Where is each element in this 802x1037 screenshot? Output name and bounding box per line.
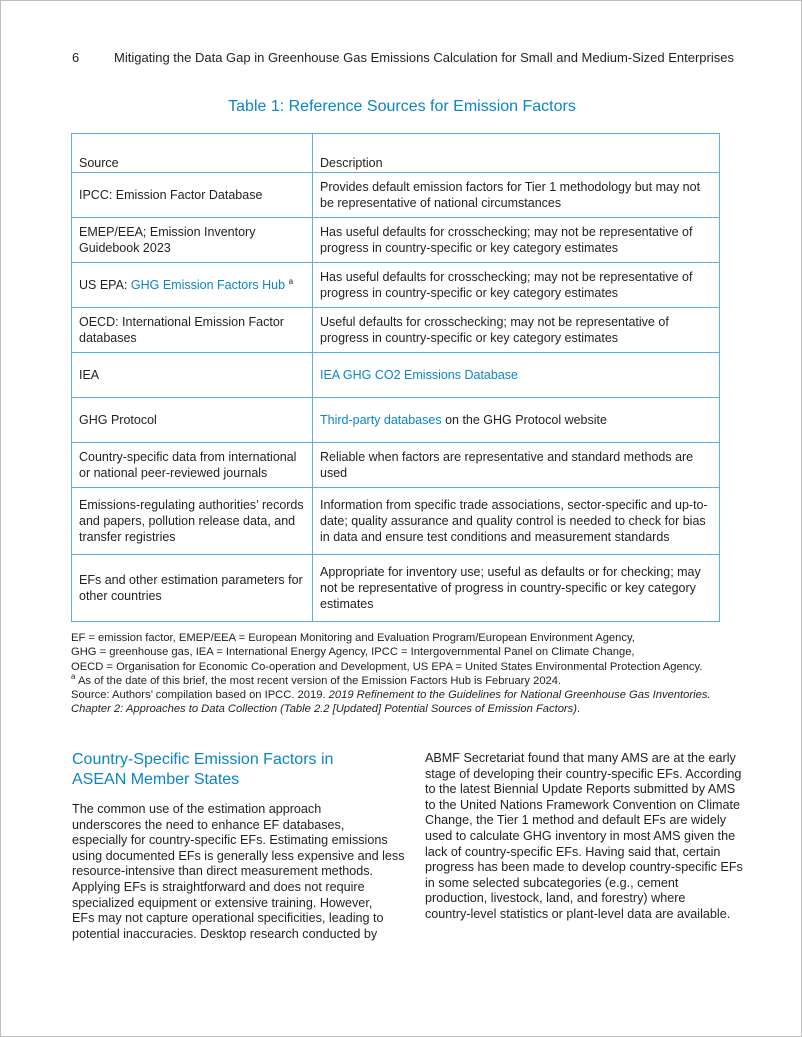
body-column-left: [72, 802, 405, 942]
abbreviations-line: GHG = greenhouse gas, IEA = International Energy Agency, IPCC = Intergovernmental Panel on Climate Change,: [71, 646, 635, 659]
source-note-end: .: [576, 703, 581, 716]
source-cell: IPCC: Emission Factor Database: [72, 173, 313, 218]
footnote-marker: a: [71, 671, 76, 681]
body-line: stage of developing their country-specific EFs. According: [425, 766, 742, 781]
page-number: 6: [72, 50, 80, 65]
body-line: potential inaccuracies. Desktop research conducted by: [72, 926, 378, 941]
abbreviations-line: OECD = Organisation for Economic Co-operation and Development, US EPA = United States Environmental Protection Agency.: [71, 660, 703, 673]
source-prefix: US EPA:: [79, 278, 131, 292]
body-line: Applying EFs is straightforward and does not require: [72, 879, 365, 894]
body-line: production, livestock, land, and forestry) where: [425, 891, 686, 906]
body-line: Change, the Tier 1 method and default EFs are widely: [425, 813, 727, 828]
table-row: [72, 173, 720, 218]
iea-database-link[interactable]: IEA GHG CO2 Emissions Database: [320, 368, 518, 382]
body-line: country-level statistics or plant-level data are available.: [425, 906, 731, 921]
abbreviations-line: EF = emission factor, EMEP/EEA = European Monitoring and Evaluation Program/European Environment Agency,: [71, 632, 635, 644]
body-line: using documented EFs is generally less expensive and less: [72, 848, 405, 863]
table-row: [72, 353, 720, 398]
section-heading-line: Country-Specific Emission Factors in: [72, 751, 334, 768]
source-note-prefix: Source: Authors’ compilation based on IPCC. 2019.: [71, 689, 329, 702]
source-note-chapter: Chapter 2: Approaches to Data Collection (Table 2.2 [Updated] Potential Sources of Emission Factors): [71, 703, 577, 716]
body-line: ABMF Secretariat found that many AMS are at the early: [425, 751, 736, 765]
source-cell: EFs and other estimation parameters for other countries: [72, 555, 313, 622]
description-cell: Provides default emission factors for Tier 1 methodology but may not be representative of national circumstances: [313, 173, 720, 218]
source-cell: IEA: [72, 353, 313, 398]
source-note-title: 2019 Refinement to the Guidelines for National Greenhouse Gas Inventories.: [328, 689, 711, 702]
body-line: lack of country-specific EFs. Having said that, certain: [425, 844, 721, 859]
description-cell: Information from specific trade associations, sector-specific and up-to-date; quality assurance and quality control is needed to check for bias in data and ensure test conditions and measurement standards: [313, 488, 720, 555]
source-cell: EMEP/EEA; Emission Inventory Guidebook 2023: [72, 218, 313, 263]
ghg-emission-factors-hub-link[interactable]: GHG Emission Factors Hub: [130, 278, 286, 292]
section-heading: [72, 750, 372, 789]
body-line: especially for country-specific EFs. Estimating emissions: [72, 833, 388, 848]
table-row: [72, 555, 720, 622]
table-row: [72, 398, 720, 443]
description-cell: Reliable when factors are representative and standard methods are used: [313, 443, 720, 488]
body-line: used to calculate GHG inventory in most AMS given the: [425, 828, 736, 843]
source-cell: OECD: International Emission Factor databases: [72, 308, 313, 353]
description-cell: Appropriate for inventory use; useful as defaults or for checking; may not be representative of progress in country-specific or key category estimates: [313, 555, 720, 622]
column-header-source: Source: [72, 134, 313, 173]
body-line: The common use of the estimation approach: [72, 802, 322, 816]
page-header: [72, 50, 734, 65]
running-title: Mitigating the Data Gap in Greenhouse Gas Emissions Calculation for Small and Medium-Sized Enterprises: [114, 50, 734, 65]
table-title: Table 1: Reference Sources for Emission Factors: [228, 98, 576, 115]
body-line: resource-intensive than direct measurement methods.: [72, 864, 373, 879]
column-header-description: Description: [313, 134, 720, 173]
body-line: to the latest Biennial Update Reports submitted by AMS: [425, 782, 736, 797]
description-cell: [313, 398, 720, 443]
body-line: underscores the need to enhance EF databases,: [72, 817, 345, 832]
table-row: [72, 263, 720, 308]
reference-sources-table: [71, 133, 720, 622]
source-cell: Emissions-regulating authorities’ records and papers, pollution release data, and transfer registries: [72, 488, 313, 555]
source-cell: GHG Protocol: [72, 398, 313, 443]
source-note-cont: [71, 702, 731, 716]
footnote-a: [71, 671, 731, 688]
description-cell: Useful defaults for crosschecking; may not be representative of progress in country-specific or key category estimates: [313, 308, 720, 353]
table-row: [72, 308, 720, 353]
body-line: specialized equipment or extensive training. However,: [72, 895, 373, 910]
table-row: [72, 218, 720, 263]
body-line: in some selected subcategories (e.g., cement: [425, 875, 679, 890]
description-suffix: on the GHG Protocol website: [441, 413, 607, 427]
body-line: EFs may not capture operational specificities, leading to: [72, 911, 384, 926]
body-line: progress has been made to develop country-specific EFs: [425, 860, 743, 875]
description-cell: Has useful defaults for crosschecking; may not be representative of progress in country-specific or key category estimates: [313, 218, 720, 263]
source-note: [71, 688, 731, 702]
footnote-text: As of the date of this brief, the most recent version of the Emission Factors Hub is February 2024.: [75, 674, 562, 687]
table-header-row: [72, 134, 720, 173]
table-row: [72, 488, 720, 555]
body-column-right: [425, 751, 743, 923]
section-heading-line: ASEAN Member States: [72, 770, 240, 788]
source-cell: Country-specific data from international or national peer-reviewed journals: [72, 443, 313, 488]
third-party-databases-link[interactable]: Third-party databases: [320, 413, 442, 427]
table-row: [72, 443, 720, 488]
description-cell: Has useful defaults for crosschecking; may not be representative of progress in country-specific or key category estimates: [313, 263, 720, 308]
source-cell: [72, 263, 313, 308]
table-notes: [71, 631, 731, 717]
description-cell: [313, 353, 720, 398]
body-line: to the United Nations Framework Convention on Climate: [425, 797, 740, 812]
footnote-marker: a: [288, 277, 294, 286]
